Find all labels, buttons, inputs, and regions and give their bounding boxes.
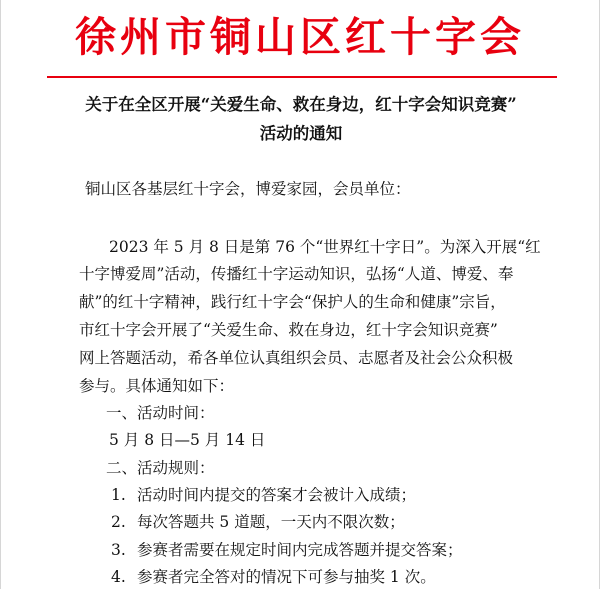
salutation: 铜山区各基层红十字会，博爱家园，会员单位： xyxy=(85,180,411,198)
rule-number: 4. xyxy=(111,568,126,586)
rule-number: 1. xyxy=(111,486,126,504)
intro-line: 献”的红十字精神，践行红十字会“保护人的生命和健康”宗旨， xyxy=(79,293,506,311)
intro-line: 参与。具体通知如下： xyxy=(79,377,235,395)
letterhead-divider xyxy=(47,76,557,78)
rule-item xyxy=(111,565,436,589)
intro-line: 2023 年 5 月 8 日是第 76 个“世界红十字日”。为深入开展“红 xyxy=(109,238,541,256)
intro-line: 十字博爱周”活动，传播红十字运动知识，弘扬“人道、博爱、奉 xyxy=(79,265,514,283)
document-title-line-2: 活动的通知 xyxy=(259,124,343,143)
section-heading-activity-time: 一、活动时间： xyxy=(106,404,215,422)
rule-item xyxy=(111,538,463,562)
letterhead-title: 徐州市铜山区红十字会 xyxy=(75,13,525,61)
rule-item xyxy=(111,510,405,534)
rule-text: 参赛者完全答对的情况下可参与抽奖 1 次。 xyxy=(137,568,436,586)
activity-date-range: 5 月 8 日—5 月 14 日 xyxy=(109,431,266,449)
rule-text: 参赛者需要在规定时间内完成答题并提交答案； xyxy=(137,541,463,559)
section-heading-activity-rules: 二、活动规则： xyxy=(106,459,215,477)
document-title-line-1: 关于在全区开展“关爱生命、救在身边，红十字会知识竞赛” xyxy=(85,95,517,114)
rule-text: 活动时间内提交的答案才会被计入成绩； xyxy=(137,486,417,504)
intro-line: 市红十字会开展了“关爱生命、救在身边，红十字会知识竞赛” xyxy=(79,321,498,339)
rule-number: 2. xyxy=(111,513,126,531)
rule-number: 3. xyxy=(111,541,126,559)
rule-text: 每次答题共 5 道题，一天内不限次数； xyxy=(137,513,405,531)
rule-item xyxy=(111,483,416,507)
intro-line: 网上答题活动，希各单位认真组织会员、志愿者及社会公众积极 xyxy=(79,349,514,367)
